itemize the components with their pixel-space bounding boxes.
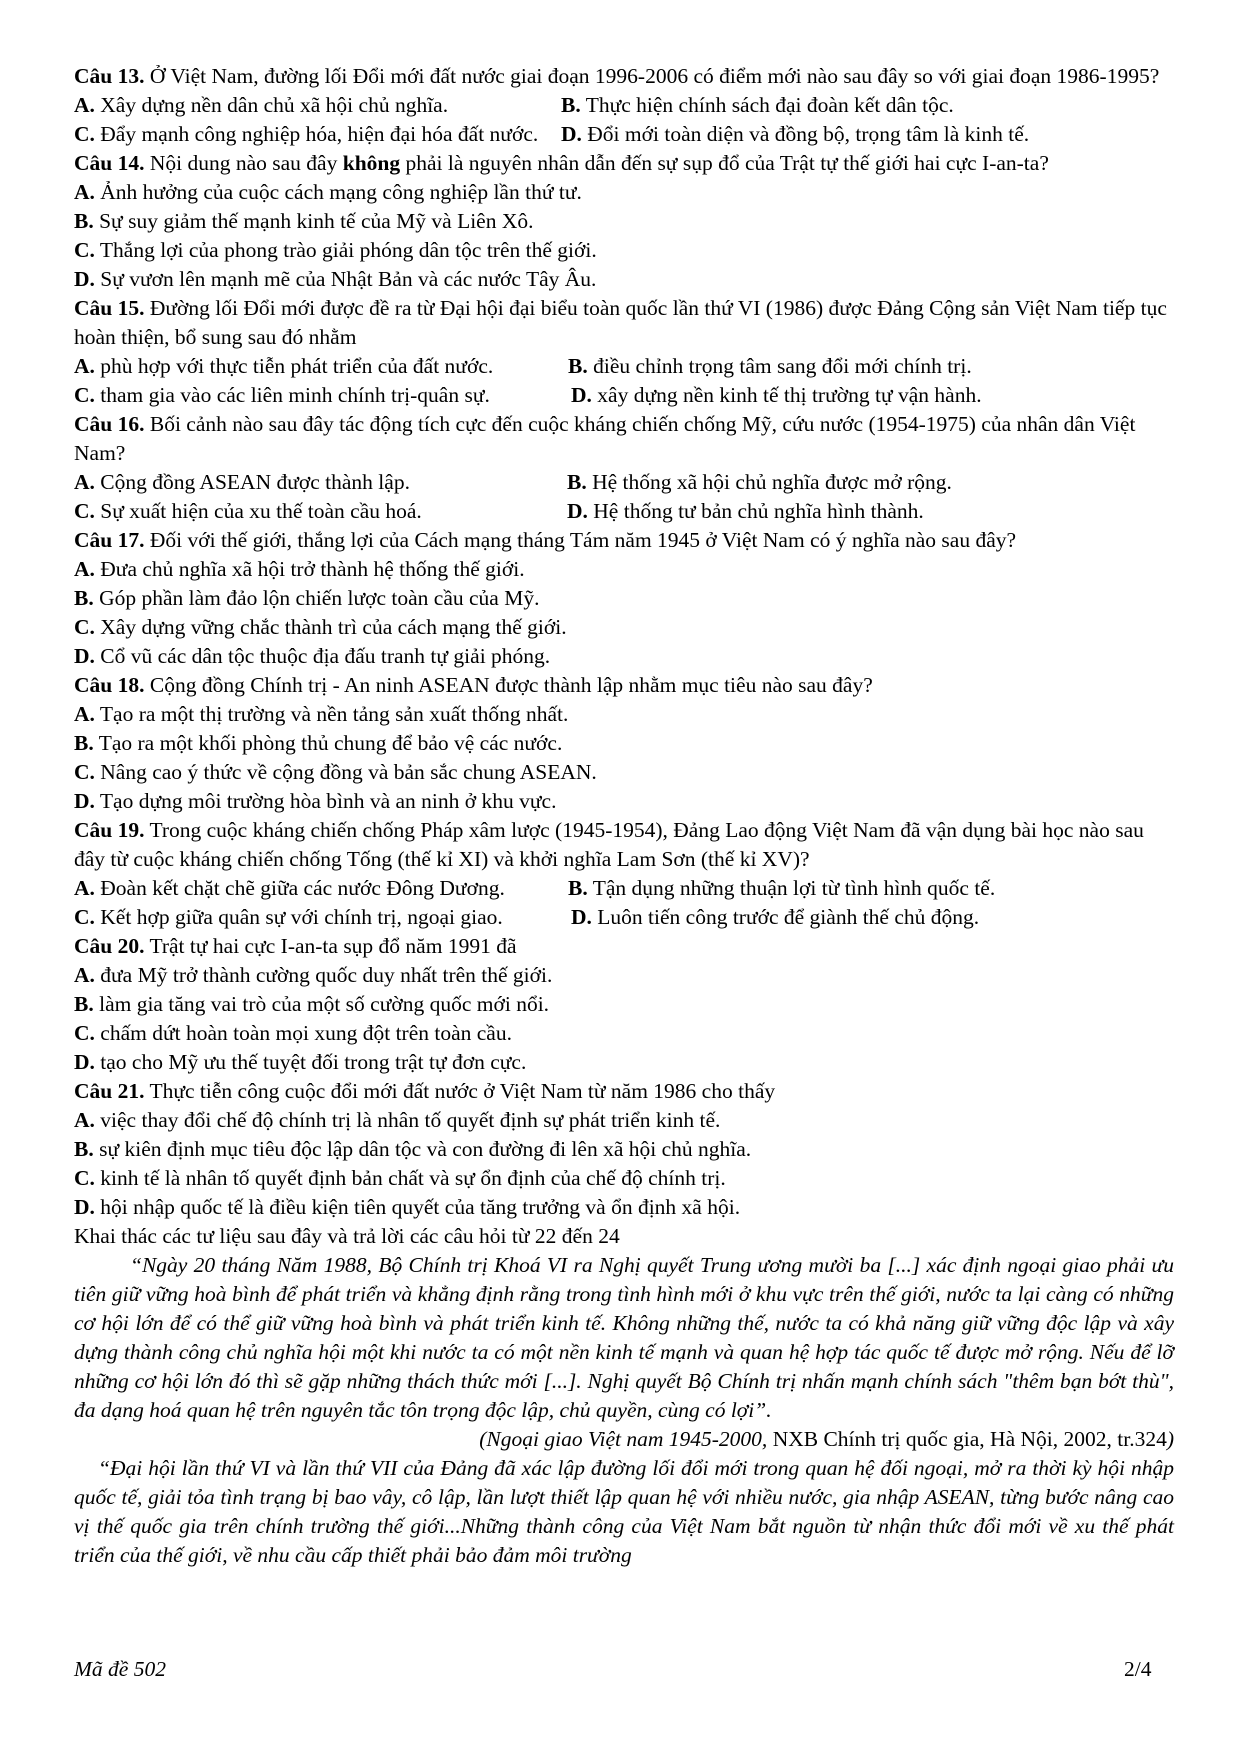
options-row <box>74 91 1174 120</box>
option-c: C. Kết hợp giữa quân sự với chính trị, ngoại giao. <box>74 905 503 929</box>
question-17 <box>74 526 1174 555</box>
exam-code: Mã đề 502 <box>74 1657 166 1681</box>
option-c: C. Sự xuất hiện của xu thế toàn cầu hoá. <box>74 499 422 523</box>
option-a: A. Đưa chủ nghĩa xã hội trở thành hệ thống thế giới. <box>74 557 525 581</box>
option-d: D. xây dựng nền kinh tế thị trường tự vận hành. <box>571 383 982 407</box>
option-d: D. tạo cho Mỹ ưu thế tuyệt đối trong trật tự đơn cực. <box>74 1050 527 1074</box>
question-text: Cộng đồng Chính trị - An ninh ASEAN được thành lập nhằm mục tiêu nào sau đây? <box>144 673 873 697</box>
option-d: D. Tạo dựng môi trường hòa bình và an ninh ở khu vực. <box>74 789 557 813</box>
option-c: C. Thắng lợi của phong trào giải phóng dân tộc trên thế giới. <box>74 238 597 262</box>
question-21 <box>74 1077 1174 1106</box>
option-b: B. làm gia tăng vai trò của một số cường quốc mới nổi. <box>74 992 550 1016</box>
option-a: A. Đoàn kết chặt chẽ giữa các nước Đông Dương. <box>74 876 505 900</box>
options-row <box>74 468 1174 497</box>
question-text: Trật tự hai cực I-an-ta sụp đổ năm 1991 đã <box>144 934 517 958</box>
question-15 <box>74 294 1174 352</box>
option-a: A. Tạo ra một thị trường và nền tảng sản xuất thống nhất. <box>74 702 569 726</box>
option-b: B. điều chỉnh trọng tâm sang đổi mới chính trị. <box>568 354 972 378</box>
option-a: A. việc thay đổi chế độ chính trị là nhân tố quyết định sự phát triển kinh tế. <box>74 1108 721 1132</box>
question-text: Ở Việt Nam, đường lối Đổi mới đất nước giai đoạn 1996-2006 có điểm mới nào sau đây so với giai đoạn 1986-1995? <box>144 64 1160 88</box>
quote-1-source: (Ngoại giao Việt nam 1945-2000, NXB Chính trị quốc gia, Hà Nội, 2002, tr.324) <box>479 1427 1174 1451</box>
option-c: C. Xây dựng vững chắc thành trì của cách mạng thế giới. <box>74 615 567 639</box>
option-b: B. Tận dụng những thuận lợi từ tình hình quốc tế. <box>568 876 996 900</box>
reading-intro: Khai thác các tư liệu sau đây và trả lời các câu hỏi từ 22 đến 24 <box>74 1224 620 1248</box>
option-c: C. chấm dứt hoàn toàn mọi xung đột trên toàn cầu. <box>74 1021 512 1045</box>
option-b: B. sự kiên định mục tiêu độc lập dân tộc và con đường đi lên xã hội chủ nghĩa. <box>74 1137 752 1161</box>
question-text: Đường lối Đổi mới được đề ra từ Đại hội đại biểu toàn quốc lần thứ VI (1986) được Đảng Cộng sản Việt Nam tiếp tục hoàn thiện, bổ sung sau đó nhằm <box>74 296 1167 349</box>
question-text: Bối cảnh nào sau đây tác động tích cực đến cuộc kháng chiến chống Mỹ, cứu nước (1954-1975) của nhân dân Việt Nam? <box>74 412 1136 465</box>
exam-page <box>74 62 1174 1570</box>
option-a: A. Cộng đồng ASEAN được thành lập. <box>74 470 410 494</box>
options-row <box>74 120 1174 149</box>
option-a: A. phù hợp với thực tiễn phát triển của đất nước. <box>74 354 494 378</box>
question-number: Câu 15. <box>74 296 145 320</box>
question-18 <box>74 671 1174 700</box>
question-text: Trong cuộc kháng chiến chống Pháp xâm lược (1945-1954), Đảng Lao động Việt Nam đã vận dụng bài học nào sau đây từ cuộc kháng chiến chống Tống (thế kỉ XI) và khởi nghĩa Lam Sơn (thế kỉ XV)? <box>74 818 1144 871</box>
question-number: Câu 19. <box>74 818 145 842</box>
option-c: C. kinh tế là nhân tố quyết định bản chất và sự ổn định của chế độ chính trị. <box>74 1166 726 1190</box>
question-number: Câu 14. <box>74 151 145 175</box>
question-14: Câu 14. Nội dung nào sau đây không phải là nguyên nhân dẫn đến sự sụp đổ của Trật tự thế giới hai cực I-an-ta? <box>74 151 1049 175</box>
option-d: D. Đổi mới toàn diện và đồng bộ, trọng tâm là kinh tế. <box>561 122 1030 146</box>
question-number: Câu 21. <box>74 1079 145 1103</box>
question-19 <box>74 816 1174 874</box>
option-b: B. Thực hiện chính sách đại đoàn kết dân tộc. <box>561 93 954 117</box>
options-row <box>74 874 1174 903</box>
option-c: C. Đẩy mạnh công nghiệp hóa, hiện đại hóa đất nước. <box>74 122 539 146</box>
question-number: Câu 20. <box>74 934 145 958</box>
question-number: Câu 17. <box>74 528 145 552</box>
question-number: Câu 13. <box>74 64 145 88</box>
option-b: B. Tạo ra một khối phòng thủ chung để bảo vệ các nước. <box>74 731 563 755</box>
question-16 <box>74 410 1174 468</box>
option-c: C. Nâng cao ý thức về cộng đồng và bản sắc chung ASEAN. <box>74 760 597 784</box>
option-b: B. Góp phần làm đảo lộn chiến lược toàn cầu của Mỹ. <box>74 586 540 610</box>
option-d: D. Sự vươn lên mạnh mẽ của Nhật Bản và các nước Tây Âu. <box>74 267 597 291</box>
options-row <box>74 903 1174 932</box>
question-text: Đối với thế giới, thắng lợi của Cách mạng tháng Tám năm 1945 ở Việt Nam có ý nghĩa nào sau đây? <box>144 528 1017 552</box>
option-a: A. Xây dựng nền dân chủ xã hội chủ nghĩa. <box>74 93 449 117</box>
page-number: 2/4 <box>1124 1657 1152 1681</box>
options-row <box>74 352 1174 381</box>
option-d: D. Cổ vũ các dân tộc thuộc địa đấu tranh tự giải phóng. <box>74 644 551 668</box>
option-c: C. tham gia vào các liên minh chính trị-quân sự. <box>74 383 490 407</box>
option-a: A. Ảnh hưởng của cuộc cách mạng công nghiệp lần thứ tư. <box>74 180 582 204</box>
option-a: A. đưa Mỹ trở thành cường quốc duy nhất trên thế giới. <box>74 963 553 987</box>
emphasis-text: không <box>342 151 401 175</box>
options-row <box>74 497 1174 526</box>
question-number: Câu 18. <box>74 673 145 697</box>
option-d: D. Luôn tiến công trước để giành thế chủ động. <box>571 905 980 929</box>
question-text: Thực tiễn công cuộc đổi mới đất nước ở Việt Nam từ năm 1986 cho thấy <box>144 1079 776 1103</box>
option-b: B. Hệ thống xã hội chủ nghĩa được mở rộng. <box>567 470 952 494</box>
option-d: D. Hệ thống tư bản chủ nghĩa hình thành. <box>567 499 924 523</box>
option-b: B. Sự suy giảm thế mạnh kinh tế của Mỹ và Liên Xô. <box>74 209 534 233</box>
quote-1: “Ngày 20 tháng Năm 1988, Bộ Chính trị Khoá VI ra Nghị quyết Trung ương mười ba [...] xác định ngoại giao phải ưu tiên giữ vững hoà bình để phát triển và khẳng định rằng trong tình hình mới ở khu vực trên thế giới, nước ta lại càng có những cơ hội lớn để có thể giữ vững hoà bình và phát triển kinh tế. Không những thế, nước ta có khả năng giữ vững độc lập và xây dựng thành công chủ nghĩa hội một khi nước ta có một nền kinh tế mạnh và quan hệ hợp tác quốc tế được mở rộng. Nếu để lỡ những cơ hội lớn đó thì sẽ gặp những thách thức mới [...]. Nghị quyết Bộ Chính trị nhấn mạnh chính sách "thêm bạn bớt thù", đa dạng hoá quan hệ trên nguyên tắc tôn trọng độc lập, chủ quyền, cùng có lợi”. <box>74 1253 1174 1422</box>
options-row <box>74 381 1174 410</box>
question-13 <box>74 62 1174 91</box>
quote-2: “Đại hội lần thứ VI và lần thứ VII của Đảng đã xác lập đường lối đổi mới trong quan hệ đối ngoại, mở ra thời kỳ hội nhập quốc tế, giải tỏa tình trạng bị bao vây, cô lập, lần lượt thiết lập quan hệ với nhiều nước, gia nhập ASEAN, từng bước nâng cao vị thế quốc gia trên chính trường thế giới...Những thành công của Việt Nam bắt nguồn từ nhận thức đổi mới về xu thế phát triển của thế giới, về nhu cầu cấp thiết phải bảo đảm môi trường <box>74 1456 1174 1567</box>
option-d: D. hội nhập quốc tế là điều kiện tiên quyết của tăng trưởng và ổn định xã hội. <box>74 1195 741 1219</box>
question-number: Câu 16. <box>74 412 145 436</box>
question-20 <box>74 932 1174 961</box>
